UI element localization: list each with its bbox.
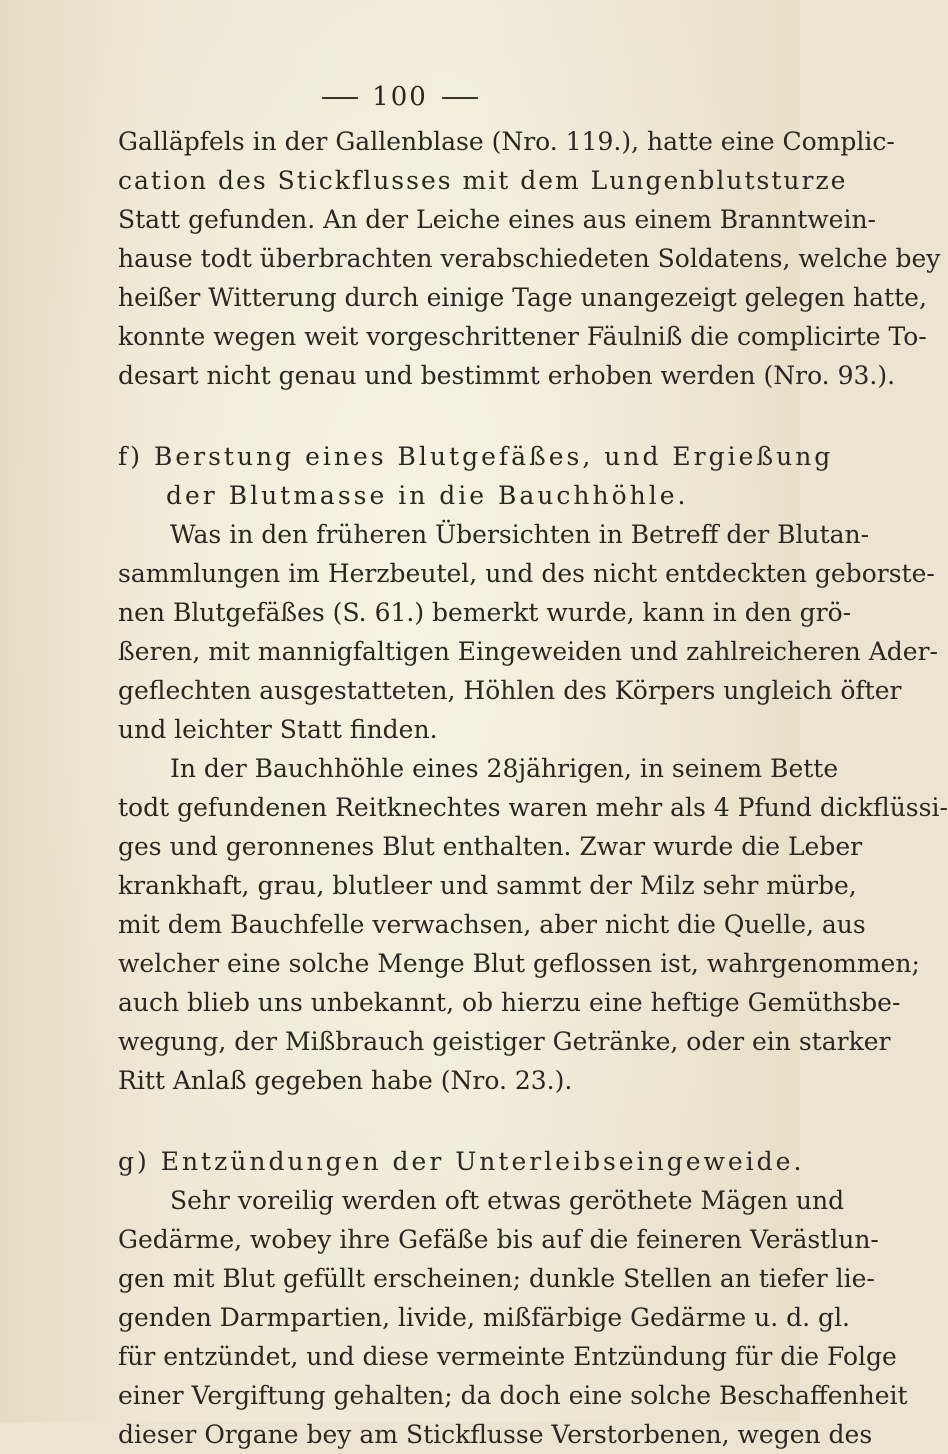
page-number-dash-left (322, 97, 358, 99)
page-number-dash-right (442, 97, 478, 99)
text-line: mit dem Bauchfelle verwachsen, aber nicht die Quelle, aus (118, 910, 866, 939)
body-text (118, 122, 948, 1454)
section-f (118, 437, 948, 1100)
text-line: konnte wegen weit vorgeschrittener Fäulniß die complicirte To- (118, 322, 927, 351)
text-line: geflechten ausgestatteten, Höhlen des Körpers ungleich öfter (118, 676, 902, 705)
page-number (0, 82, 800, 112)
text-line: heißer Witterung durch einige Tage unangezeigt gelegen hatte, (118, 283, 927, 312)
text-line: Statt gefunden. An der Leiche eines aus einem Branntwein- (118, 205, 876, 234)
text-line: hause todt überbrachten verabschiedeten Soldatens, welche bey (118, 244, 941, 273)
page-number-text: 100 (372, 82, 428, 112)
text-line: ges und geronnenes Blut enthalten. Zwar wurde die Leber (118, 832, 863, 861)
text-line: gen mit Blut gefüllt erscheinen; dunkle Stellen an tiefer lie- (118, 1264, 875, 1293)
section-g (118, 1142, 908, 1454)
text-line: krankhaft, grau, blutleer und sammt der Milz sehr mürbe, (118, 871, 857, 900)
section-f-heading-continued: der Blutmasse in die Bauchhöhle. (166, 481, 689, 510)
text-line: todt gefundenen Reitknechtes waren mehr als 4 Pfund dickflüssi- (118, 793, 948, 822)
text-line: und leichter Statt finden. (118, 715, 438, 744)
text-line: sammlungen im Herzbeutel, und des nicht entdeckten geborste- (118, 559, 935, 588)
text-line: In der Bauchhöhle eines 28jährigen, in seinem Bette (170, 754, 839, 783)
text-line: Gedärme, wobey ihre Gefäße bis auf die feineren Verästlun- (118, 1225, 879, 1254)
text-line: Ritt Anlaß gegeben habe (Nro. 23.). (118, 1066, 573, 1095)
section-g-paragraph (118, 1181, 908, 1454)
text-line: einer Vergiftung gehalten; da doch eine solche Beschaffenheit (118, 1381, 908, 1410)
section-f-paragraph-a (118, 515, 938, 749)
section-f-paragraph-b (118, 749, 948, 1100)
text-line: Galläpfels in der Gallenblase (Nro. 119.), hatte eine Complic- (118, 127, 895, 156)
text-line: dieser Organe bey am Stickflusse Verstorbenen, wegen des (118, 1420, 873, 1449)
text-line: cation des Stickflusses mit dem Lungenblutsturze (118, 166, 848, 195)
text-line: wegung, der Mißbrauch geistiger Getränke, oder ein starker (118, 1027, 891, 1056)
section-f-heading: f) Berstung eines Blutgefäßes, und Ergießung (118, 442, 834, 471)
text-line: auch blieb uns unbekannt, ob hierzu eine heftige Gemüthsbe- (118, 988, 901, 1017)
section-g-heading: g) Entzündungen der Unterleibseingeweide. (118, 1147, 805, 1176)
text-line: Sehr voreilig werden oft etwas geröthete Mägen und (170, 1186, 845, 1215)
text-line: nen Blutgefäßes (S. 61.) bemerkt wurde, kann in den grö- (118, 598, 852, 627)
text-line: genden Darmpartien, livide, mißfärbige Gedärme u. d. gl. (118, 1303, 851, 1332)
paragraph-continuation (118, 122, 941, 395)
text-line: ßeren, mit mannigfaltigen Eingeweiden und zahlreicheren Ader- (118, 637, 938, 666)
text-line: Was in den früheren Übersichten in Betreff der Blutan- (170, 520, 870, 549)
text-line: desart nicht genau und bestimmt erhoben werden (Nro. 93.). (118, 361, 896, 390)
text-line: für entzündet, und diese vermeinte Entzündung für die Folge (118, 1342, 897, 1371)
text-line: welcher eine solche Menge Blut geflossen ist, wahrgenommen; (118, 949, 920, 978)
